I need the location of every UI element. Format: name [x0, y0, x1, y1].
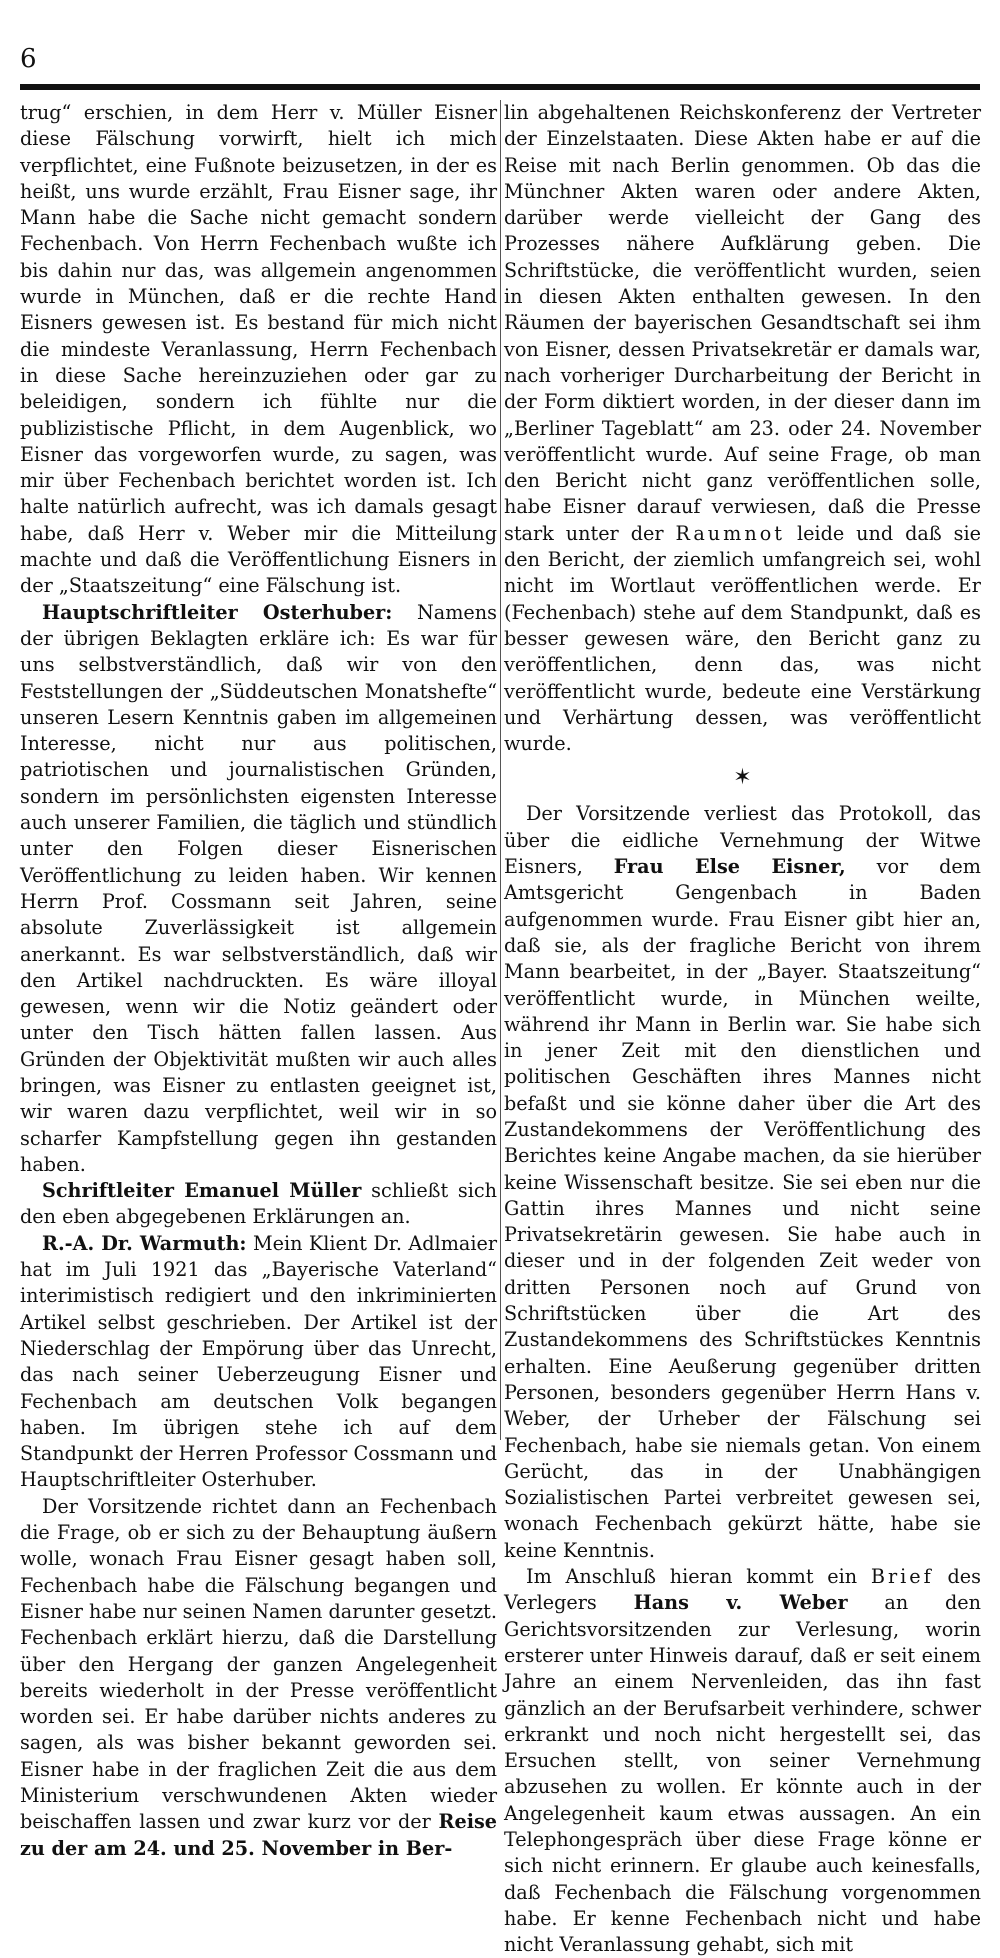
text-reichskonferenz-end: leide und daß sie den Bericht, der ziemlich umfangreich sei, wohl nicht im Wortlaut veröffentlichen werde. Er (Fechenbach) stehe auf dem Standpunkt, daß es besser gewesen wäre, den Bericht ganz zu veröffentlichen, denn das, was nicht veröffentlicht wurde, bedeute eine Verstärkung und Verhärtung dessen, was veröffentlicht wurde. [504, 521, 981, 756]
text-else-eisner: Frau Else Eisner, [613, 855, 846, 879]
text-protokoll-a: Der Vorsitzende verliest das Protokoll, das über die eidliche Vernehmung der Witwe Eisners, [504, 802, 981, 879]
text-brief: Brief [870, 1565, 934, 1589]
paragraph-osterhuber [20, 600, 497, 1179]
text-vorsitzender-frage: Der Vorsitzende richtet dann an Fechenbach die Frage, ob er sich zu der Behauptung äußern wolle, wonach Frau Eisner gesagt haben soll, Fechenbach habe die Fälschung begangen und Eisner habe nur seinen Namen darunter gesetzt. Fechenbach erklärt hierzu, daß die Darstellung über den Hergang der ganzen Angelegenheit bereits wiederholt in der Presse veröffentlicht worden sei. Er habe darüber nichts anderes zu sagen, als was bisher bekannt geworden sei. Eisner habe in der fraglichen Zeit die aus dem Ministerium verschwundenen Akten wieder beischaffen lassen und zwar kurz vor der [20, 1494, 497, 1834]
paragraph-vorsitzender-frage [20, 1494, 497, 1862]
statement-mueller: schließt sich den eben abgegebenen Erklärungen an. [20, 1179, 497, 1229]
column-divider [500, 100, 501, 1440]
speaker-osterhuber: Hauptschriftleiter Osterhuber: [42, 600, 393, 624]
text-hans-weber: Hans v. Weber [633, 1591, 848, 1615]
statement-osterhuber: Namens der übrigen Beklagten erkläre ich: Es war für uns selbstverständlich, daß wir von den Feststellungen der „Süddeutschen Monatshefte“ unseren Lesern Kenntnis gaben im allgemeinen Interesse, nicht nur aus politischen, patriotischen und journalistischen Gründen, sondern im persönlichsten eigensten Interesse auch unserer Familien, die täglich und stündlich unter den Folgen dieser Eisnerischen Veröffentlichung zu leiden haben. Wir kennen Herrn Prof. Cossmann seit Jahren, seine absolute Zuverlässigkeit ist allgemein anerkannt. Es war selbstverständlich, daß wir den Artikel nachdruckten. Es wäre illoyal gewesen, wenn wir die Notiz geändert oder unter den Tisch hätten fallen lassen. Aus Gründen der Objektivität mußten wir auch alles bringen, was Eisner zu entlasten geeignet ist, wir waren dazu verpflichtet, weil wir in so scharfer Kampfstellung gegen ihn gestanden haben. [20, 600, 497, 1176]
paragraph-warmuth [20, 1231, 497, 1494]
paragraph-protokoll [504, 801, 981, 1564]
header-rule [20, 84, 980, 90]
paragraph-mueller [20, 1178, 497, 1231]
text-brief-b: des Verlegers [504, 1565, 981, 1615]
text-reise-bold: Reise zu der am 24. und 25. November in Ber- [20, 1810, 497, 1860]
right-column [504, 100, 982, 1957]
paragraph-brief-weber [504, 1564, 981, 1958]
text-reichskonferenz: lin abgehaltenen Reichskonferenz der Vertreter der Einzelstaaten. Diese Akten habe er auf die Reise mit nach Berlin genommen. Ob das die Münchner Akten waren oder andere Akten, darüber werde vielleicht der Gang des Prozesses nähere Aufklärung geben. Die Schriftstücke, die veröffentlicht wurden, seien in diesen Akten enthalten gewesen. In den Räumen der bayerischen Gesandtschaft sei ihm von Eisner, dessen Privatsekretär er damals war, nach vorheriger Durcharbeitung der Bericht in der Form diktiert worden, in der dieser dann im „Berliner Tageblatt“ am 23. oder 24. November veröffentlicht wurde. Auf seine Frage, ob man den Bericht nicht ganz veröffentlichen solle, habe Eisner darauf verwiesen, daß die Presse stark unter der [504, 101, 981, 545]
page-number: 6 [20, 44, 37, 74]
speaker-warmuth: R.-A. Dr. Warmuth: [42, 1231, 247, 1255]
paragraph-continuation: trug“ erschien, in dem Herr v. Müller Eisner diese Fälschung vorwirft, hielt ich mich verpflichtet, eine Fußnote beizusetzen, in der es heißt, uns wurde erzählt, Frau Eisner sage, ihr Mann habe die Sache nicht gemacht sondern Fechenbach. Von Herrn Fechenbach wußte ich bis dahin nur das, was allgemein angenommen wurde in München, daß er die rechte Hand Eisners gewesen ist. Es bestand für mich nicht die mindeste Veranlassung, Herrn Fechenbach in diese Sache hereinzuziehen oder gar zu beleidigen, sondern ich fühlte nur die publizistische Pflicht, in dem Augenblick, wo Eisner das vorgeworfen wurde, zu sagen, was mir über Fechenbach berichtet worden ist. Ich halte natürlich aufrecht, was ich damals gesagt habe, daß Herr v. Weber mir die Mitteilung machte und daß die Veröffentlichung Eisners in der „Staatszeitung“ eine Fälschung ist. [20, 101, 497, 598]
speaker-mueller: Schriftleiter Emanuel Müller [42, 1179, 362, 1203]
paragraph-reichskonferenz [504, 100, 981, 757]
section-star-separator: ✶ [733, 765, 752, 791]
statement-warmuth: Mein Klient Dr. Adlmaier hat im Juli 1921 das „Bayerische Vaterland“ interimistisch redigiert und den inkriminierten Artikel selbst geschrieben. Der Artikel ist der Niederschlag der Empörung über das Unrecht, das nach seiner Ueberzeugung Eisner und Fechenbach am deutschen Volk begangen haben. Im übrigen stehe ich auf dem Standpunkt der Herren Professor Cossmann und Hauptschriftleiter Osterhuber. [20, 1231, 497, 1492]
text-protokoll-b: vor dem Amtsgericht Gengenbach in Baden aufgenommen wurde. Frau Eisner gibt hier an, daß sie, als der fragliche Bericht von ihrem Mann bearbeitet, in der „Bayer. Staatszeitung“ veröffentlicht wurde, in München weilte, während ihr Mann in Berlin war. Sie habe sich in jener Zeit mit den dienstlichen und politischen Geschäften ihres Mannes nicht befaßt und sie könne daher über die Art des Zustandekommens der Veröffentlichung des Berichtes keine Angabe machen, da sie hierüber keine Wissenschaft besitze. Sie sei eben nur die Gattin ihres Mannes und nicht seine Privatsekretärin gewesen. Sie habe auch in dieser und in der folgenden Zeit weder von dritten Personen noch auf Grund von Schriftstücken über die Art des Zustandekommens des Schriftstückes Kenntnis erhalten. Eine Aeußerung gegenüber dritten Personen, besonders gegenüber Herrn Hans v. Weber, der Urheber der Fälschung sei Fechenbach, habe sie niemals getan. Von einem Gerücht, das in der Unabhängigen Sozialistischen Partei verbreitet gewesen sei, wonach Fechenbach gekürzt hätte, habe sie keine Kenntnis. [504, 855, 981, 1562]
text-brief-c: an den Gerichtsvorsitzenden zur Verlesung, worin ersterer unter Hinweis darauf, daß er seit einem Jahre an einem Nervenleiden, das ihn fast gänzlich an der Berufsarbeit verhindere, schwer erkrankt und noch nicht hergestellt sei, das Ersuchen stellt, von seiner Vernehmung abzusehen zu wollen. Er könnte auch in der Angelegenheit kaum etwas aussagen. An ein Telephongespräch über diese Frage könne er sich nicht erinnern. Er glaube auch keinesfalls, daß Fechenbach die Fälschung vorgenommen habe. Er kenne Fechenbach nicht und habe nicht Veranlassung gehabt, sich mit [504, 1591, 982, 1957]
text-brief-a: Im Anschluß hieran kommt ein [526, 1565, 871, 1589]
text-raumnot: Raumnot [675, 521, 785, 545]
left-column [20, 100, 497, 1860]
